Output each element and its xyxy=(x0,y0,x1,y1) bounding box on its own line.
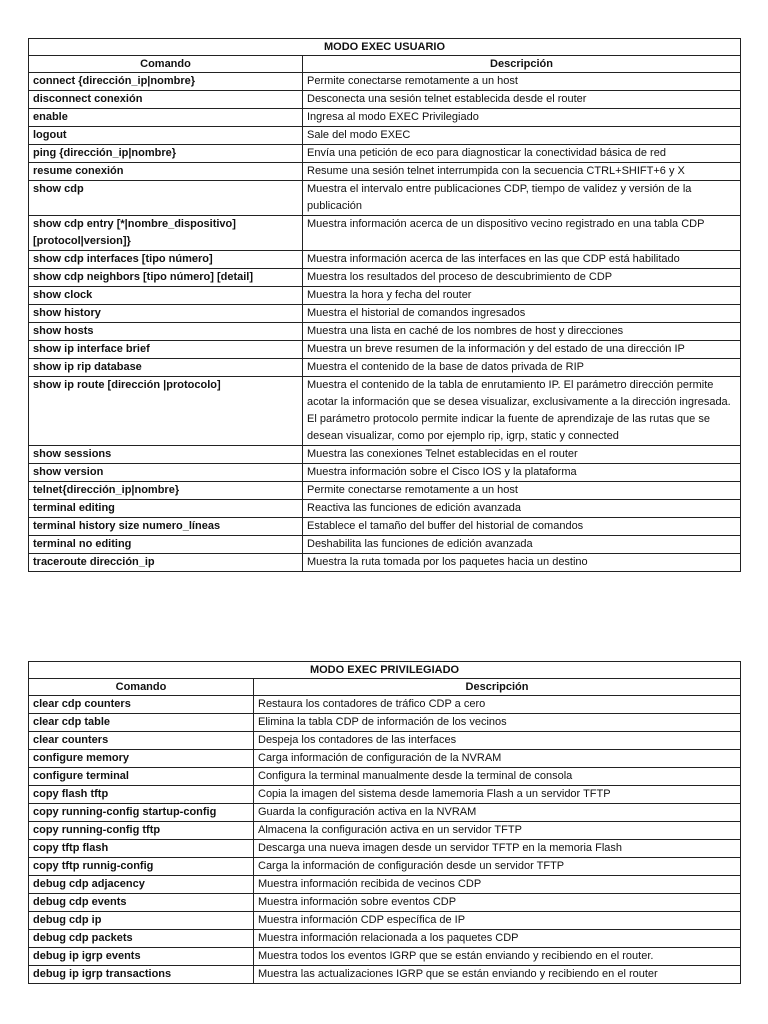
description-cell: Despeja los contadores de las interfaces xyxy=(254,732,741,750)
command-cell: traceroute dirección_ip xyxy=(29,554,303,572)
table-row xyxy=(29,858,741,876)
table-row xyxy=(29,554,741,572)
description-cell: Muestra todos los eventos IGRP que se están enviando y recibiendo en el router. xyxy=(254,948,741,966)
description-cell: Muestra el contenido de la base de datos privada de RIP xyxy=(303,359,741,377)
description-cell: Almacena la configuración activa en un servidor TFTP xyxy=(254,822,741,840)
table-row xyxy=(29,732,741,750)
description-cell: Muestra información sobre el Cisco IOS y la plataforma xyxy=(303,464,741,482)
description-cell: Carga información de configuración de la NVRAM xyxy=(254,750,741,768)
table-row xyxy=(29,948,741,966)
command-cell: debug cdp ip xyxy=(29,912,254,930)
description-cell: Copia la imagen del sistema desde lamemoria Flash a un servidor TFTP xyxy=(254,786,741,804)
command-cell: logout xyxy=(29,127,303,145)
command-cell: configure memory xyxy=(29,750,254,768)
command-cell: show cdp neighbors [tipo número] [detail] xyxy=(29,269,303,287)
table-row xyxy=(29,894,741,912)
table-row xyxy=(29,341,741,359)
command-cell: show cdp interfaces [tipo número] xyxy=(29,251,303,269)
command-cell: enable xyxy=(29,109,303,127)
table-row xyxy=(29,305,741,323)
table-row xyxy=(29,696,741,714)
table-row xyxy=(29,464,741,482)
command-cell: show sessions xyxy=(29,446,303,464)
table-row xyxy=(29,359,741,377)
table-row xyxy=(29,323,741,341)
table-row xyxy=(29,181,741,216)
description-cell: Ingresa al modo EXEC Privilegiado xyxy=(303,109,741,127)
description-cell: Reactiva las funciones de edición avanzada xyxy=(303,500,741,518)
table-row xyxy=(29,145,741,163)
command-cell: debug cdp packets xyxy=(29,930,254,948)
table-row xyxy=(29,377,741,446)
command-cell: disconnect conexión xyxy=(29,91,303,109)
description-cell: Muestra el historial de comandos ingresados xyxy=(303,305,741,323)
command-cell: show cdp entry [*|nombre_dispositivo] [protocol|version]} xyxy=(29,216,303,251)
command-cell: connect {dirección_ip|nombre} xyxy=(29,73,303,91)
command-cell: copy tftp runnig-config xyxy=(29,858,254,876)
description-cell: Carga la información de configuración desde un servidor TFTP xyxy=(254,858,741,876)
table-row xyxy=(29,876,741,894)
column-header-command: Comando xyxy=(29,679,254,696)
command-cell: terminal history size numero_líneas xyxy=(29,518,303,536)
command-cell: show version xyxy=(29,464,303,482)
table-row xyxy=(29,536,741,554)
table-row xyxy=(29,91,741,109)
command-cell: clear cdp table xyxy=(29,714,254,732)
description-cell: Muestra la ruta tomada por los paquetes hacia un destino xyxy=(303,554,741,572)
command-cell: debug cdp events xyxy=(29,894,254,912)
table-row xyxy=(29,482,741,500)
description-cell: Deshabilita las funciones de edición avanzada xyxy=(303,536,741,554)
command-cell: copy flash tftp xyxy=(29,786,254,804)
table-row xyxy=(29,127,741,145)
description-cell: Restaura los contadores de tráfico CDP a cero xyxy=(254,696,741,714)
column-header-command: Comando xyxy=(29,56,303,73)
description-cell: Muestra información acerca de un dispositivo vecino registrado en una tabla CDP xyxy=(303,216,741,251)
command-cell: show hosts xyxy=(29,323,303,341)
table-row xyxy=(29,269,741,287)
description-cell: Muestra un breve resumen de la información y del estado de una dirección IP xyxy=(303,341,741,359)
command-cell: debug ip igrp transactions xyxy=(29,966,254,984)
table-row xyxy=(29,500,741,518)
description-cell: Resume una sesión telnet interrumpida con la secuencia CTRL+SHIFT+6 y X xyxy=(303,163,741,181)
column-header-description: Descripción xyxy=(254,679,741,696)
description-cell: Muestra los resultados del proceso de descubrimiento de CDP xyxy=(303,269,741,287)
description-cell: Elimina la tabla CDP de información de los vecinos xyxy=(254,714,741,732)
description-cell: Permite conectarse remotamente a un host xyxy=(303,73,741,91)
description-cell: Envía una petición de eco para diagnosticar la conectividad básica de red xyxy=(303,145,741,163)
description-cell: Muestra información relacionada a los paquetes CDP xyxy=(254,930,741,948)
description-cell: Descarga una nueva imagen desde un servidor TFTP en la memoria Flash xyxy=(254,840,741,858)
table-row xyxy=(29,446,741,464)
description-cell: Guarda la configuración activa en la NVRAM xyxy=(254,804,741,822)
description-cell: Muestra información CDP específica de IP xyxy=(254,912,741,930)
table-row xyxy=(29,966,741,984)
description-cell: Sale del modo EXEC xyxy=(303,127,741,145)
command-cell: debug ip igrp events xyxy=(29,948,254,966)
table-row xyxy=(29,804,741,822)
table-row xyxy=(29,822,741,840)
table-title: MODO EXEC PRIVILEGIADO xyxy=(29,662,741,679)
description-cell: Muestra la hora y fecha del router xyxy=(303,287,741,305)
command-cell: show clock xyxy=(29,287,303,305)
table-row xyxy=(29,109,741,127)
description-cell: Muestra información acerca de las interfaces en las que CDP está habilitado xyxy=(303,251,741,269)
command-cell: copy tftp flash xyxy=(29,840,254,858)
column-header-description: Descripción xyxy=(303,56,741,73)
table-row xyxy=(29,912,741,930)
description-cell: Muestra el contenido de la tabla de enrutamiento IP. El parámetro dirección permite acotar la información que se desea visualizar, exclusivamente a la dirección ingresada. El parámetro protocolo permite indicar la fuente de aprendizaje de las rutas que se desean visualizar, como por ejemplo rip, igrp, static y connected xyxy=(303,377,741,446)
command-cell: terminal editing xyxy=(29,500,303,518)
table-title: MODO EXEC USUARIO xyxy=(29,39,741,56)
command-cell: telnet{dirección_ip|nombre} xyxy=(29,482,303,500)
description-cell: Muestra las actualizaciones IGRP que se están enviando y recibiendo en el router xyxy=(254,966,741,984)
table-row xyxy=(29,216,741,251)
command-cell: show ip route [dirección |protocolo] xyxy=(29,377,303,446)
command-cell: clear counters xyxy=(29,732,254,750)
table-row xyxy=(29,251,741,269)
description-cell: Muestra las conexiones Telnet establecidas en el router xyxy=(303,446,741,464)
command-cell: debug cdp adjacency xyxy=(29,876,254,894)
command-cell: show ip interface brief xyxy=(29,341,303,359)
table-row xyxy=(29,73,741,91)
command-cell: configure terminal xyxy=(29,768,254,786)
command-cell: show cdp xyxy=(29,181,303,216)
exec-privilegiado-table xyxy=(28,661,741,984)
table-row xyxy=(29,930,741,948)
table-row xyxy=(29,714,741,732)
description-cell: Muestra información sobre eventos CDP xyxy=(254,894,741,912)
command-cell: clear cdp counters xyxy=(29,696,254,714)
description-cell: Desconecta una sesión telnet establecida desde el router xyxy=(303,91,741,109)
table-row xyxy=(29,163,741,181)
description-cell: Muestra una lista en caché de los nombres de host y direcciones xyxy=(303,323,741,341)
description-cell: Establece el tamaño del buffer del historial de comandos xyxy=(303,518,741,536)
command-cell: resume conexión xyxy=(29,163,303,181)
command-cell: terminal no editing xyxy=(29,536,303,554)
table-row xyxy=(29,518,741,536)
table-row xyxy=(29,840,741,858)
command-cell: copy running-config startup-config xyxy=(29,804,254,822)
table-row xyxy=(29,768,741,786)
table-row xyxy=(29,750,741,768)
description-cell: Configura la terminal manualmente desde la terminal de consola xyxy=(254,768,741,786)
command-cell: show history xyxy=(29,305,303,323)
description-cell: Muestra información recibida de vecinos CDP xyxy=(254,876,741,894)
table-row xyxy=(29,786,741,804)
command-cell: ping {dirección_ip|nombre} xyxy=(29,145,303,163)
table-body xyxy=(29,73,741,572)
description-cell: Permite conectarse remotamente a un host xyxy=(303,482,741,500)
description-cell: Muestra el intervalo entre publicaciones CDP, tiempo de validez y versión de la publicación xyxy=(303,181,741,216)
command-cell: copy running-config tftp xyxy=(29,822,254,840)
exec-usuario-table xyxy=(28,38,741,572)
table-row xyxy=(29,287,741,305)
table-body xyxy=(29,696,741,984)
command-cell: show ip rip database xyxy=(29,359,303,377)
